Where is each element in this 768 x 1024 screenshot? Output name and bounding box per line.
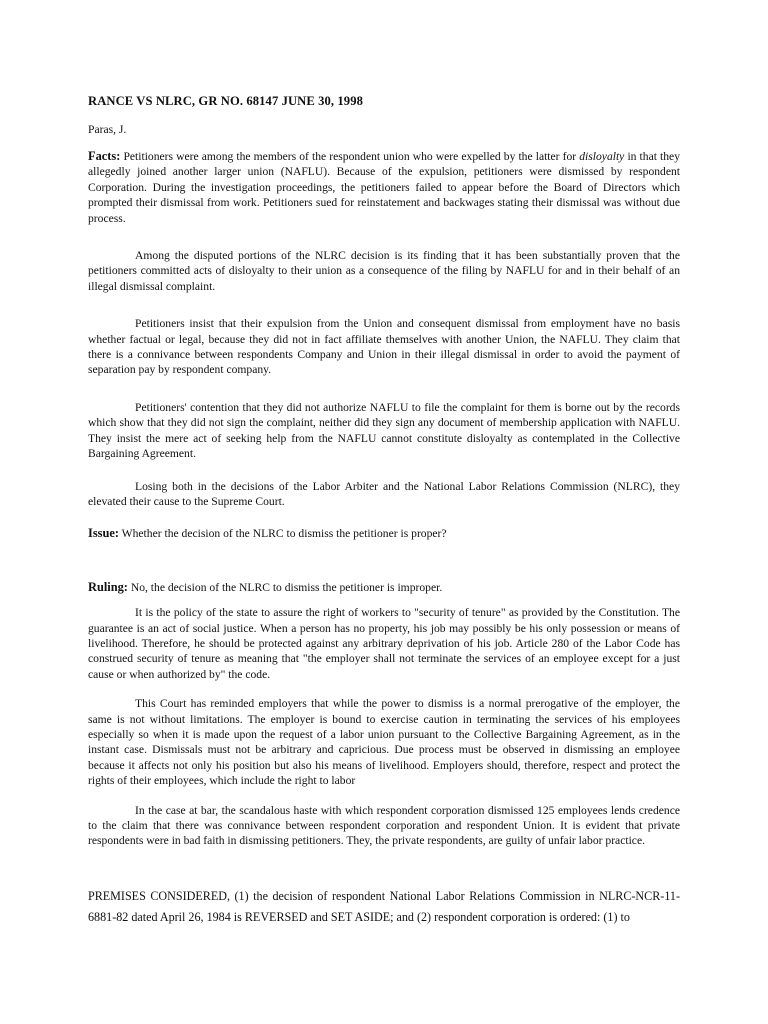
ruling-text: No, the decision of the NLRC to dismiss the petitioner is improper.: [127, 580, 443, 594]
facts-body-paragraph-2: Petitioners insist that their expulsion from the Union and consequent dismissal from employment have no basis whether factual or legal, because they did not in fact affiliate themselves with another Union, the NAFLU. They claim that there is a connivance between respondents Company and Union in their illegal dismissal in order to avoid the payment of separation pay by respondent company.: [88, 317, 680, 377]
disposition-paragraph: PREMISES CONSIDERED, (1) the decision of respondent National Labor Relations Commission in NLRC-NCR-11-6881-82 dated April 26, 1984 is REVERSED and SET ASIDE; and (2) respondent corporation is ordered: (1) to: [88, 888, 680, 924]
ruling-body-paragraph-2: This Court has reminded employers that while the power to dismiss is a normal prerogative of the employer, the same is not without limitations. The employer is bound to exercise caution in terminating the services of his employees especially so when it is made upon the request of a labor union pursuant to the Collective Bargaining Agreement, as in the instant case. Dismissals must not be arbitrary and capricious. Due process must be observed in dismissing an employee because it affects not only his position but also his means of livelihood. Employers should, therefore, respect and protect the rights of their employees, which include the right to labor: [88, 697, 680, 788]
case-title: RANCE VS NLRC, GR NO. 68147 JUNE 30, 1998: [88, 94, 364, 108]
facts-label: Facts:: [88, 149, 121, 163]
facts-body-paragraph-1: Among the disputed portions of the NLRC decision is its finding that it has been substantially proven that the petitioners committed acts of disloyalty to their union as a consequence of the filing by NAFLU for and in their behalf of an illegal dismissal complaint.: [88, 249, 680, 293]
facts-body-paragraph-3: Petitioners' contention that they did not authorize NAFLU to file the complaint for them is borne out by the records which show that they did not sign the complaint, neither did they sign any document of membership application with NAFLU. They insist the mere act of seeking help from the NAFLU cannot constitute disloyalty as contemplated in the Collective Bargaining Agreement.: [88, 400, 680, 461]
facts-body-paragraph-4: Losing both in the decisions of the Labor Arbiter and the National Labor Relations Commission (NLRC), they elevated their cause to the Supreme Court.: [88, 479, 680, 508]
ruling-body-paragraph-3: In the case at bar, the scandalous haste with which respondent corporation dismissed 125 employees lends credence to the claim that there was connivance between respondent corporation and respondent Union. It is evident that private respondents were in bad faith in dismissing petitioners. They, the private respondents, are guilty of unfair labor practice.: [88, 803, 680, 848]
ruling-body-paragraph-1: It is the policy of the state to assure the right of workers to "security of tenure" as provided by the Constitution. The guarantee is an act of social justice. When a person has no property, his job may possibly be his only possession or means of livelihood. Therefore, he should be protected against any arbitrary deprivation of his job. Article 280 of the Labor Code has construed security of tenure as meaning that "the employer shall not terminate the services of an employee except for a just cause or when authorized by" the code.: [88, 606, 680, 681]
ponente: Paras, J.: [88, 123, 127, 136]
issue-paragraph: [88, 526, 680, 541]
ruling-paragraph: [88, 580, 680, 595]
facts-text-after: in that they allegedly joined another larger union (NAFLU). Because of the expulsion, petitioners were dismissed by respondent Corporation. During the investigation proceedings, the petitioners failed to appear before the Board of Directors which prompted their dismissal from work. Petitioners sued for reinstatement and backwages stating their dismissal was without due process.: [88, 150, 680, 225]
issue-text: Whether the decision of the NLRC to dismiss the petitioner is proper?: [118, 527, 447, 541]
ruling-label: Ruling:: [88, 579, 128, 594]
facts-text-before: Petitioners were among the members of the respondent union who were expelled by the latter for: [120, 150, 580, 163]
facts-paragraph: [88, 149, 680, 226]
facts-italic-term: disloyalty: [579, 150, 625, 163]
issue-label: Issue:: [88, 526, 119, 541]
